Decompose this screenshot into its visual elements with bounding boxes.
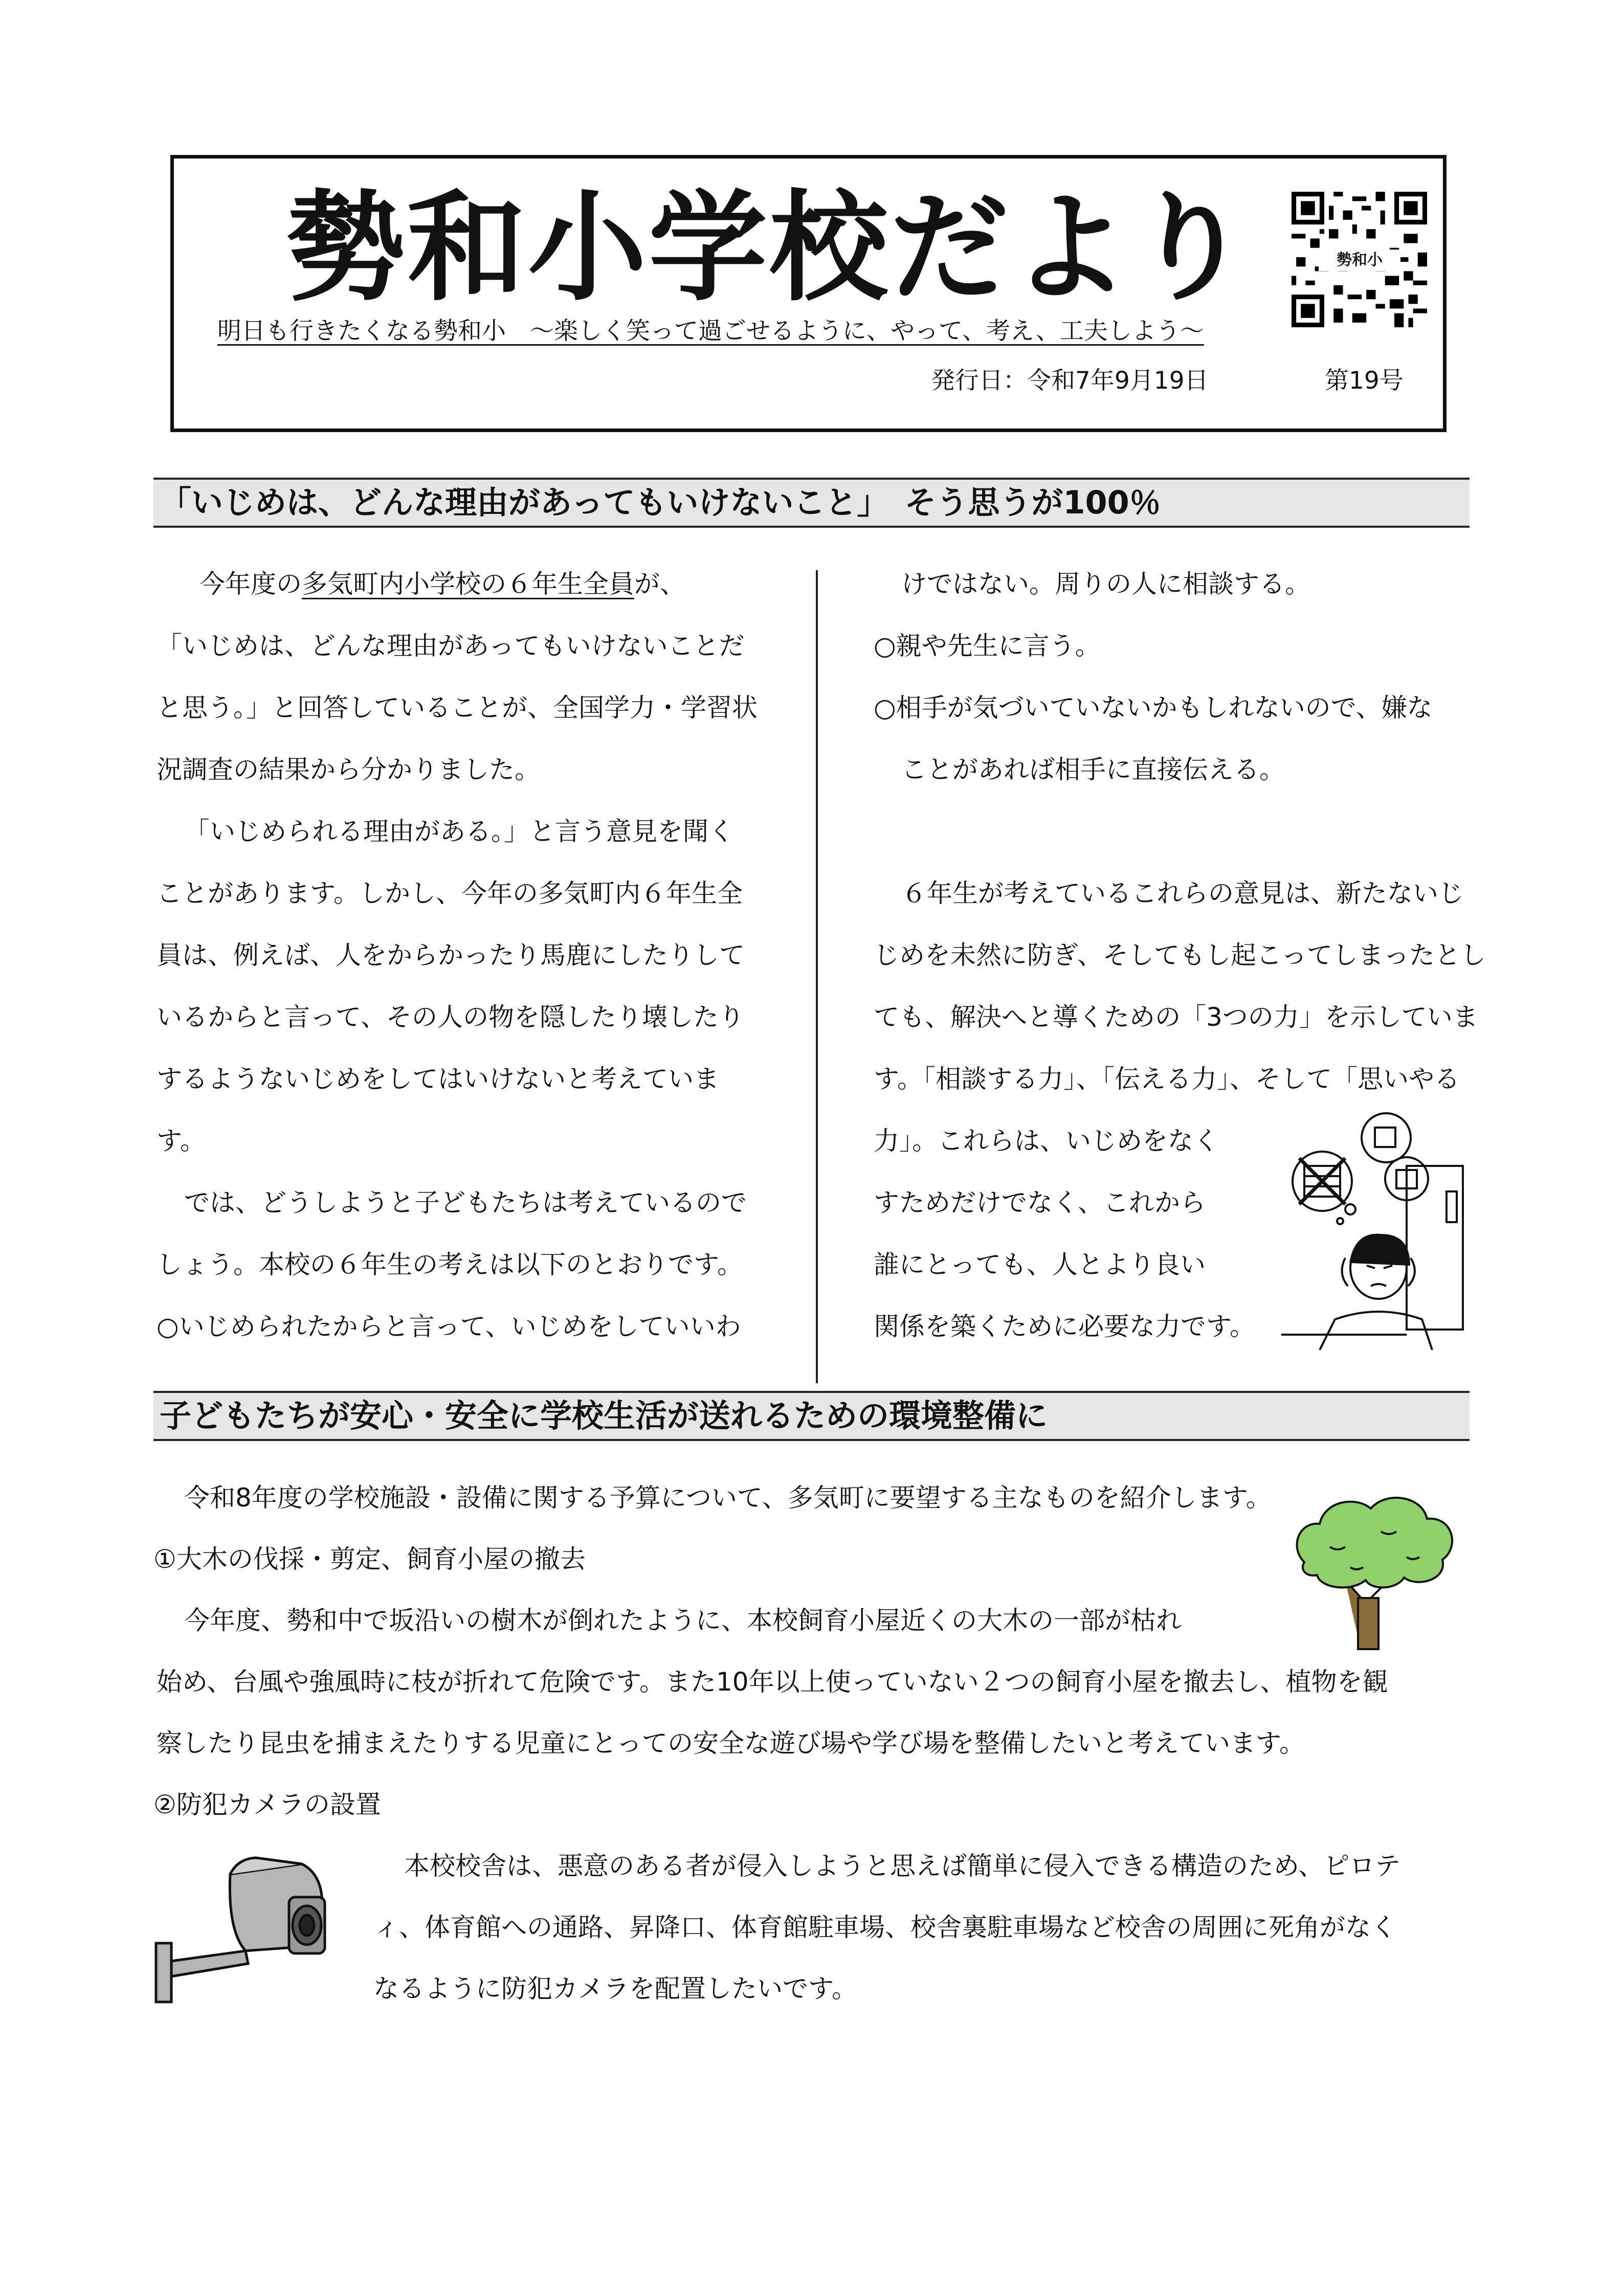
section2-intro: 令和8年度の学校施設・設備に関する予算について、多気町に要望する主なものを紹介します。 (184, 1483, 1272, 1513)
tree-illustration (1289, 1485, 1460, 1652)
section1-left-line: ことがあります。しかし、今年の多気町内６年生全 (157, 879, 743, 908)
section1-right-line: ことがあれば相手に直接伝える。 (901, 755, 1285, 784)
section1-left-line: ○いじめられたからと言って、いじめをしていいわ (157, 1312, 741, 1341)
section2-item1-title: ①大木の伐採・剪定、飼育小屋の撤去 (153, 1544, 586, 1574)
security-camera-illustration (153, 1854, 353, 2007)
section1-right-line: 関係を築くために必要な力です。 (874, 1312, 1255, 1341)
text-run: 今年度の (199, 569, 302, 599)
section1-right-line: ６年生が考えているこれらの意見は、新たないじ (901, 879, 1464, 908)
section1-left-line: 「いじめられる理由がある。」と言う意見を聞く (184, 817, 734, 846)
newsletter-title: 勢和小学校だより (286, 179, 1253, 317)
section1-left-line: 況調査の結果から分かりました。 (157, 755, 540, 784)
section2-item2-line: ィ、体育館への通路、昇降口、体育館駐車場、校舎裏駐車場など校舎の周囲に死角がなく (373, 1912, 1396, 1942)
section1-left-line: と思う。」と回答していることが、全国学力・学習状 (157, 693, 758, 723)
section1-left-line: 「いじめは、どんな理由があってもいけないことだ (157, 631, 745, 661)
section2-item2-title: ②防犯カメラの設置 (153, 1790, 381, 1819)
section2-item1-line: 今年度、勢和中で坂沿いの樹木が倒れたように、本校飼育小屋近くの大木の一部が枯れ (184, 1606, 1182, 1635)
section1-right-line: じめを未然に防ぎ、そしてもし起こってしまったとし (874, 940, 1486, 970)
section2-item1-line: 始め、台風や強風時に枝が折れて危険です。また10年以上使っていない２つの飼育小屋を撤去し、植物を観 (157, 1667, 1388, 1697)
section1-left-line: 員は、例えば、人をからかったり馬鹿にしたりして (157, 940, 745, 970)
section1-left-line (199, 568, 685, 600)
underlined-phrase: 多気町内小学校の６年生全員 (302, 569, 634, 599)
text-run: が、 (634, 569, 685, 599)
section2-item2-line: なるように防犯カメラを配置したいです。 (373, 1974, 857, 2004)
section1-left-line: しょう。本校の６年生の考えは以下のとおりです。 (157, 1250, 743, 1279)
section1-left-line: するようないじめをしてはいけないと考えていま (157, 1064, 719, 1094)
section1-right-line: ても、解決へと導くための「3つの力」を示していま (874, 1002, 1478, 1032)
column-divider (816, 570, 818, 1383)
section1-right-line: 誰にとっても、人とより良い (874, 1250, 1206, 1279)
section2-item1-line: 察したり昆虫を捕まえたりする児童にとっての安全な遊び場や学び場を整備したいと考えています。 (157, 1728, 1305, 1758)
section1-left-line: す。 (157, 1126, 206, 1156)
qr-label: 勢和小 (1319, 250, 1400, 271)
section1-right-line: ○相手が気づいていないかもしれないので、嫌な (874, 693, 1433, 723)
section1-right-line: ○親や先生に言う。 (874, 631, 1101, 661)
masthead (170, 155, 1447, 432)
school-motto: 明日も行きたくなる勢和小 ～楽しく笑って過ごせるように、やって、考え、工夫しよう～ (217, 317, 1204, 345)
issue-number: 第19号 (1325, 367, 1404, 395)
section1-right-line: すためだけでなく、これから (874, 1188, 1206, 1218)
section2-heading: 子どもたちが安心・安全に学校生活が送れるための環境整備に (153, 1391, 1470, 1441)
section1-left-line: いるからと言って、その人の物を隠したり壊したり (157, 1002, 744, 1032)
section1-left-line: では、どうしようと子どもたちは考えているので (184, 1188, 747, 1218)
section1-right-line: す。「相談する力」、「伝える力」、そして「思いやる (874, 1064, 1460, 1094)
section1-right-line: けではない。周りの人に相談する。 (901, 569, 1310, 599)
issue-date: 発行日：令和7年9月19日 (931, 367, 1209, 395)
section2-item2-line: 本校校舎は、悪意のある者が侵入しようと思えば簡単に侵入できる構造のため、ピロテ (404, 1851, 1400, 1881)
worried-child-illustration (1279, 1110, 1468, 1350)
section1-right-line: 力」。これらは、いじめをなく (874, 1126, 1219, 1156)
section1-heading: 「いじめは、どんな理由があってもいけないこと」 そう思うが100％ (153, 478, 1470, 528)
